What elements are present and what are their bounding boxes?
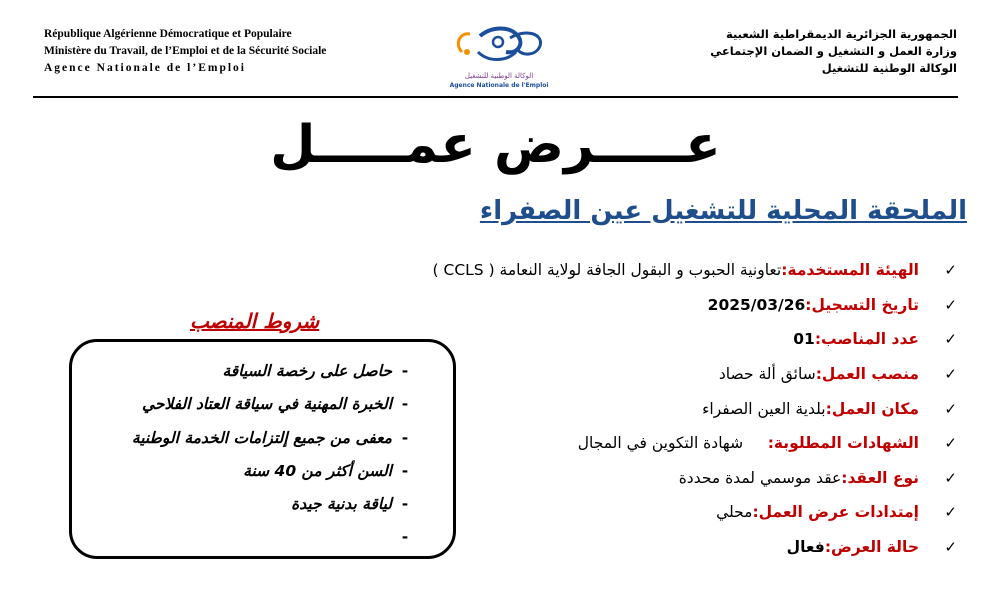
check-icon: ✓: [944, 365, 957, 384]
condition-item: [132, 488, 412, 521]
condition-text: معفى من جميع إلتزامات الخدمة الوطنية: [131, 428, 392, 447]
detail-value: تعاونية الحبوب و البقول الجافة لولاية النعامة ( CCLS ): [432, 261, 782, 280]
detail-label: مكان العمل:: [825, 399, 919, 418]
detail-value: 2025/03/26: [707, 295, 806, 314]
detail-value: شهادة التكوين في المجال: [577, 434, 768, 453]
condition-item: [132, 422, 412, 455]
dash-bullet: -: [401, 395, 409, 414]
check-icon: ✓: [944, 399, 957, 418]
header-fr-line: Ministère du Travail, de l’Emploi et de la Sécurité Sociale: [44, 45, 327, 57]
header-ar-line: الجمهورية الجزائرية الديمقراطية الشعبية: [725, 27, 957, 41]
dash-bullet: -: [401, 362, 409, 380]
agency-name: الملحقة المحلية للتشغيل عين الصفراء: [479, 196, 967, 226]
anem-logo-mark: [440, 22, 558, 72]
dash-bullet: -: [401, 495, 409, 514]
detail-label: منصب العمل:: [815, 365, 919, 384]
check-icon: ✓: [944, 468, 957, 487]
header-ar-line: الوكالة الوطنية للتشغيل: [821, 61, 957, 75]
detail-value: محلي: [716, 503, 753, 522]
condition-text: السن أكثر من 40 سنة: [243, 461, 392, 480]
detail-label: نوع العقد:: [841, 468, 919, 487]
detail-label: الشهادات المطلوبة:: [767, 434, 919, 453]
detail-value: فعال: [786, 538, 825, 557]
condition-item: [132, 388, 412, 421]
check-icon: ✓: [944, 330, 957, 349]
conditions-title: شروط المنصب: [190, 309, 320, 333]
detail-value: بلدية العين الصفراء: [702, 399, 826, 418]
conditions-wrap: [69, 0, 456, 599]
check-icon: ✓: [944, 434, 957, 453]
dash-bullet: -: [401, 461, 409, 480]
header-arabic: [577, 26, 957, 77]
detail-label: حالة العرض:: [824, 538, 919, 557]
check-icon: ✓: [944, 261, 957, 280]
logo-arabic-text: الوكالة الوطنية للتشغيل: [464, 72, 534, 80]
dash-bullet: -: [401, 528, 409, 547]
detail-value: 01: [793, 330, 815, 349]
detail-label: عدد المناصب:: [814, 330, 919, 349]
detail-label: إمتدادات عرض العمل:: [752, 503, 919, 522]
logo-french-text: Agence Nationale de l'Emploi: [449, 82, 549, 89]
header-fr-line: Agence Nationale de l’Emploi: [44, 62, 246, 74]
detail-value: سائق ألة حصاد: [718, 365, 816, 384]
page-title: عـــــرض عمـــــل: [270, 115, 721, 175]
condition-item: [132, 455, 412, 488]
header-fr-line: République Algérienne Démocratique et Populaire: [44, 28, 292, 40]
condition-text: لياقة بدنية جيدة: [291, 495, 392, 514]
check-icon: ✓: [944, 295, 957, 314]
condition-item: [132, 521, 412, 554]
condition-item: [132, 355, 412, 388]
detail-value: عقد موسمي لمدة محددة: [678, 468, 842, 487]
dash-bullet: -: [401, 428, 409, 447]
check-icon: ✓: [944, 538, 957, 557]
condition-text: الخبرة المهنية في سياقة العتاد الفلاحي: [141, 395, 392, 414]
condition-text: حاصل على رخصة السياقة: [222, 362, 392, 380]
anem-logo: [440, 22, 558, 94]
header-ar-line: وزارة العمل و التشغيل و الضمان الإجتماعي: [710, 44, 957, 58]
conditions-list: [132, 355, 412, 555]
detail-label: الهيئة المستخدمة:: [781, 261, 919, 280]
check-icon: ✓: [944, 503, 957, 522]
detail-label: تاريخ التسجيل:: [805, 295, 919, 314]
